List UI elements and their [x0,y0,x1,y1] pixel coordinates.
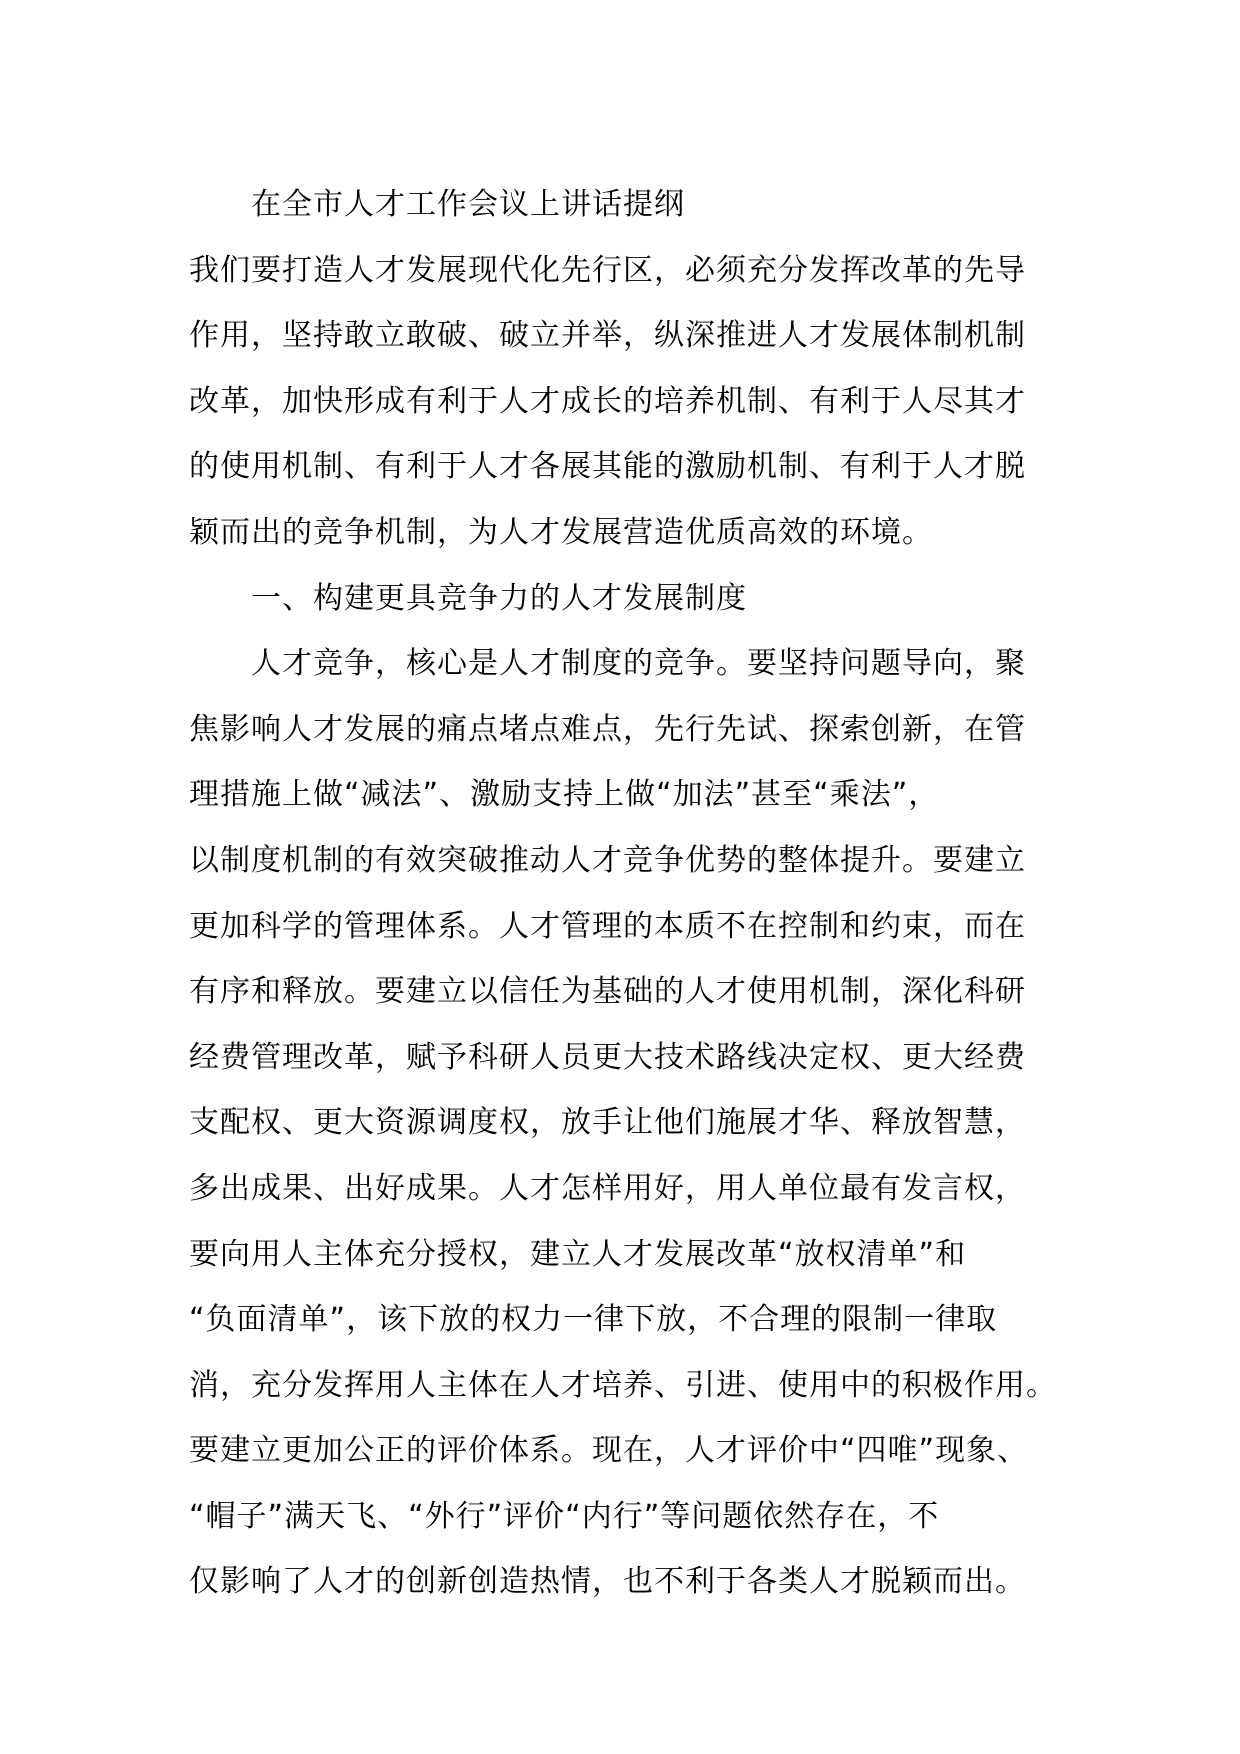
paragraph-line: 有序和释放。要建立以信任为基础的人才使用机制，深化科研 [189,974,1026,1010]
paragraph-line: 多出成果、出好成果。人才怎样用好，用人单位最有发言权， [189,1170,1026,1206]
document-body [189,172,1069,1615]
paragraph-line: 要向用人主体充分授权，建立人才发展改革“放权清单”和 [189,1236,967,1272]
paragraph-line: 理措施上做“减法”、激励支持上做“加法”甚至“乘法”， [189,777,940,813]
paragraph-line: 经费管理改革，赋予科研人员更大技术路线决定权、更大经费 [189,1039,1026,1075]
document-title: 在全市人才工作会议上讲话提纲 [251,187,685,222]
paragraph-line: 改革，加快形成有利于人才成长的培养机制、有利于人尽其才 [189,383,1026,419]
paragraph-line: 支配权、更大资源调度权，放手让他们施展才华、释放智慧， [189,1105,1026,1141]
paragraph-line: 要建立更加公正的评价体系。现在，人才评价中“四唯”现象、 [189,1433,1029,1469]
paragraph-line: 作用，坚持敢立敢破、破立并举，纵深推进人才发展体制机制 [189,318,1026,354]
paragraph-line: “帽子”满天飞、“外行”评价“内行”等问题依然存在，不 [189,1498,940,1534]
paragraph-line: “负面清单”，该下放的权力一律下放，不合理的限制一律取 [189,1302,998,1338]
paragraph-line: 仅影响了人才的创新创造热情，也不利于各类人才脱颖而出。 [189,1564,1026,1600]
paragraph-line: 以制度机制的有效突破推动人才竞争优势的整体提升。要建立 [189,842,1026,878]
paragraph-line: 颖而出的竞争机制，为人才发展营造优质高效的环境。 [189,514,933,550]
paragraph-line: 人才竞争，核心是人才制度的竞争。要坚持问题导向，聚 [251,646,1026,682]
paragraph-line: 焦影响人才发展的痛点堵点难点，先行先试、探索创新，在管 [189,711,1026,747]
paragraph-line: 更加科学的管理体系。人才管理的本质不在控制和约束，而在 [189,908,1026,944]
paragraph-line: 我们要打造人才发展现代化先行区，必须充分发挥改革的先导 [189,252,1026,288]
section-heading: 一、构建更具竞争力的人才发展制度 [251,580,747,616]
paragraph-line: 消，充分发挥用人主体在人才培养、引进、使用中的积极作用。 [189,1367,1057,1403]
paragraph-line: 的使用机制、有利于人才各展其能的激励机制、有利于人才脱 [189,449,1026,485]
